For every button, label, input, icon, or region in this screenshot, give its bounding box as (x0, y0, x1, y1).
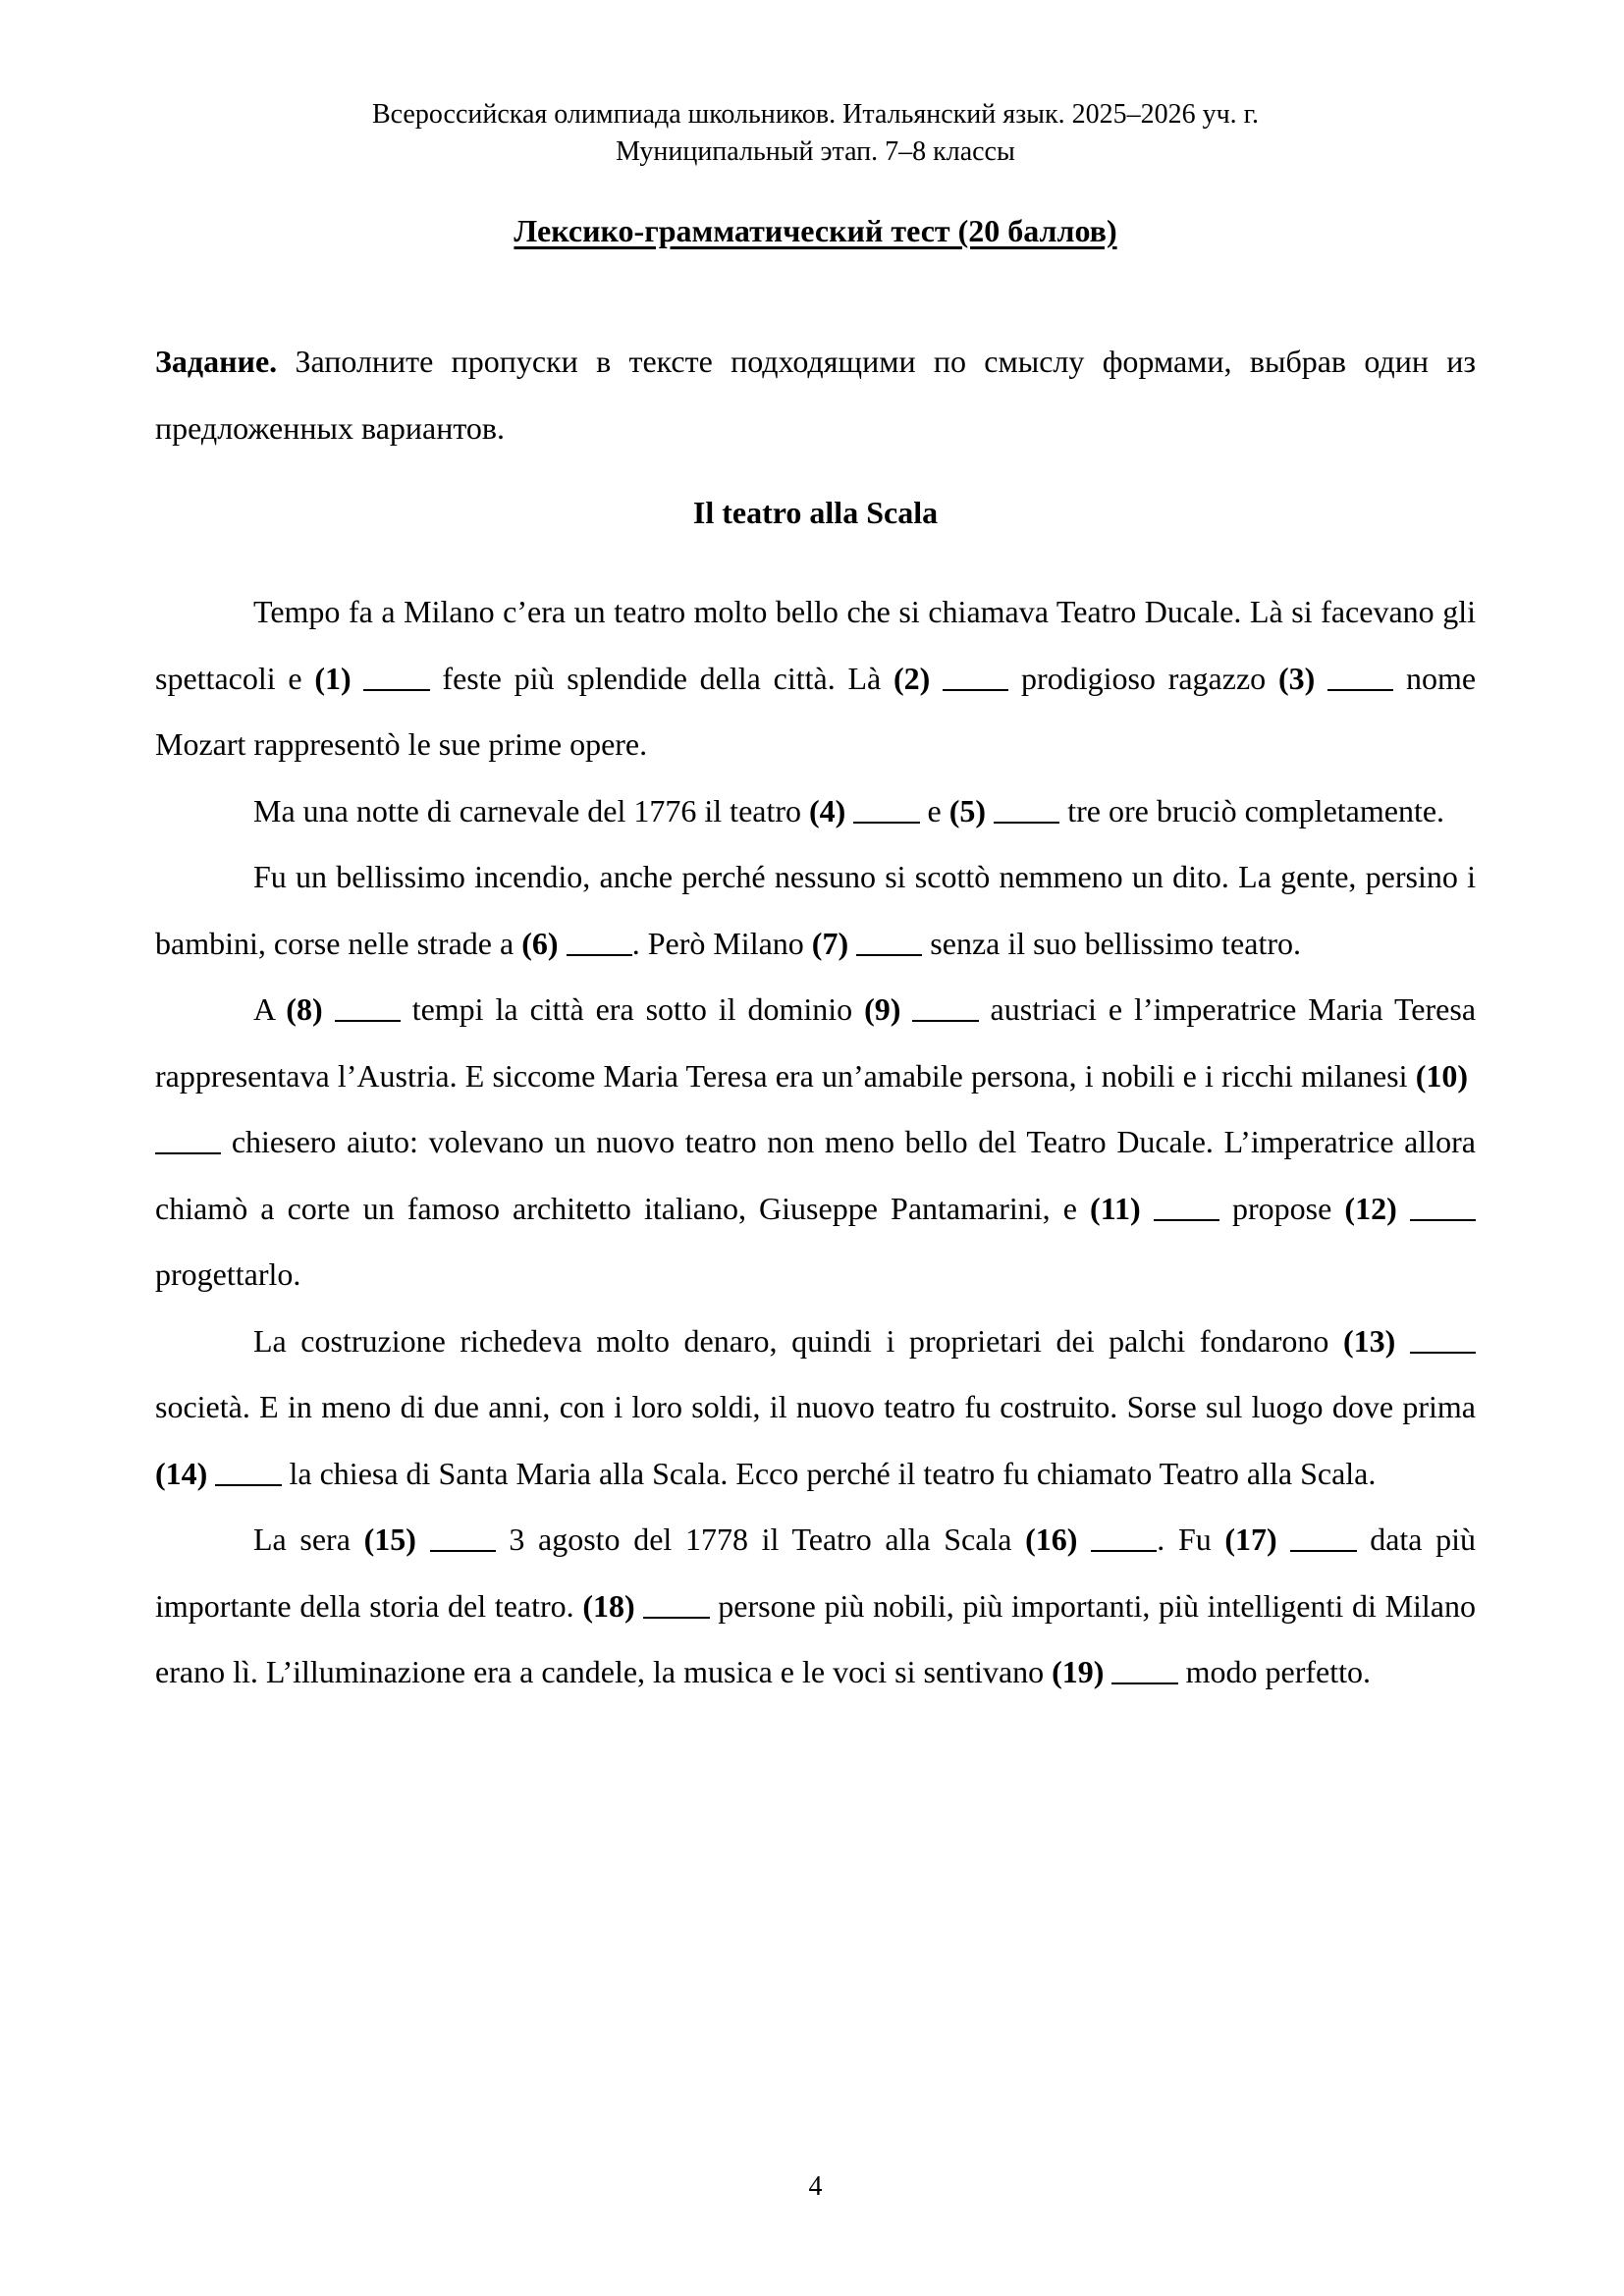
blank-number: (15) (363, 1522, 416, 1557)
story-paragraph (155, 844, 1476, 977)
story-title: Il teatro alla Scala (692, 495, 939, 530)
answer-blank[interactable] (912, 990, 978, 1022)
answer-blank[interactable] (1091, 1521, 1157, 1552)
paragraph-text: società. E in meno di due anni, con i loro soldi, il nuovo teatro fu costruito. Sorse sul luogo dove prima (155, 1389, 1476, 1424)
paragraph-text: progettarlo. (155, 1256, 301, 1292)
paragraph-text: A (253, 991, 287, 1027)
answer-blank[interactable] (335, 990, 401, 1022)
blank-number: (16) (1025, 1522, 1078, 1557)
blank-number: (6) (521, 925, 559, 961)
blank-number: (8) (286, 991, 323, 1027)
paragraph-text: chiesero aiuto: volevano un nuovo teatro non meno bello del Teatro Ducale. L’imperatrice allora chiamò a corte un famoso architetto italiano, Giuseppe Pantamarini, e (155, 1124, 1476, 1226)
paragraph-text: tempi la città era sotto il dominio (400, 991, 865, 1027)
paragraph-text: modo perfetto. (1177, 1654, 1372, 1689)
blank-number: (2) (893, 660, 931, 696)
answer-blank[interactable] (1290, 1521, 1356, 1552)
paragraph-text: persone più nobili, più importanti, più intelligenti di Milano erano lì. L’illuminazione era a candele, la musica e le voci si sentivano (155, 1587, 1477, 1689)
answer-blank[interactable] (856, 924, 922, 955)
answer-blank[interactable] (994, 791, 1059, 823)
blank-number: (18) (582, 1587, 635, 1624)
paragraph-text: propose (1218, 1190, 1345, 1226)
blank-number: (11) (1090, 1190, 1141, 1226)
page-number: 4 (808, 2171, 823, 2202)
paragraph-text: La sera (253, 1522, 364, 1557)
blank-number: (4) (809, 792, 846, 828)
answer-blank[interactable] (853, 791, 919, 823)
answer-blank[interactable] (1410, 1189, 1476, 1220)
task-label: Задание. (155, 344, 278, 379)
blank-number: (5) (948, 792, 987, 828)
paragraph-text: Tempo fa a Milano c’era un teatro molto bello che si chiamava Teatro Ducale. Là si facevano gli spettacoli e (155, 594, 1476, 696)
answer-blank[interactable] (430, 1521, 496, 1552)
answer-blank[interactable] (1327, 659, 1393, 690)
olympiad-header: Всероссийская олимпиада школьников. Итальянский язык. 2025–2026 уч. г. (371, 99, 1259, 130)
blank-number: (7) (811, 925, 849, 961)
story-paragraph (155, 778, 1476, 845)
story-paragraph (155, 579, 1476, 778)
paragraph-text: feste più splendide della città. Là (429, 660, 893, 696)
paragraph-text: data più importante della storia del teatro. (155, 1522, 1477, 1624)
answer-blank[interactable] (1154, 1189, 1219, 1220)
paragraph-text: tre ore bruciò completamente. (1059, 792, 1445, 828)
paragraph-text: Fu un bellissimo incendio, anche perché nessuno si scottò nemmeno un dito. La gente, persino i bambini, corse nelle strade a (155, 859, 1476, 961)
paragraph-text: austriaci e l’imperatrice Maria Teresa rappresentava l’Austria. E siccome Maria Teresa era un’amabile persona, i nobili e i ricchi milanesi (155, 991, 1477, 1094)
paragraph-text: e (919, 792, 949, 828)
answer-blank[interactable] (363, 659, 429, 690)
answer-blank[interactable] (1410, 1321, 1476, 1353)
paragraph-text: Ma una notte di carnevale del 1776 il teatro (253, 792, 810, 828)
stage-subheader: Муниципальный этап. 7–8 классы (616, 136, 1015, 167)
story-paragraph (155, 1507, 1476, 1706)
answer-blank[interactable] (567, 924, 632, 955)
story-paragraph (155, 977, 1476, 1308)
paragraph-text: prodigioso ragazzo (1008, 660, 1278, 696)
blank-number: (3) (1277, 660, 1316, 696)
test-title (155, 211, 1476, 250)
story-paragraph (155, 1308, 1476, 1508)
paragraph-text: . Però Milano (631, 925, 812, 961)
paragraph-text: La costruzione richedeva molto denaro, quindi i proprietari dei palchi fondarono (253, 1322, 1343, 1359)
paragraph-text: 3 agosto del 1778 il Teatro alla Scala (495, 1522, 1026, 1557)
test-title-text: Лексико-грамматический тест (20 баллов) (514, 213, 1117, 248)
task-text: Заполните пропуски в тексте подходящими по смыслу формами, выбрав один из предложенных вариантов. (155, 344, 1476, 446)
blank-number: (10) (1415, 1057, 1468, 1094)
blank-number: (14) (155, 1455, 208, 1491)
blank-number: (9) (864, 991, 901, 1027)
answer-blank[interactable] (643, 1586, 709, 1618)
paragraph-text: . Fu (1157, 1522, 1225, 1557)
blank-number: (13) (1342, 1322, 1396, 1359)
answer-blank[interactable] (1111, 1653, 1177, 1684)
paragraph-text: nome Mozart rappresentò le sue prime opere. (155, 660, 1477, 762)
story-text (155, 579, 1476, 1706)
paragraph-text: la chiesa di Santa Maria alla Scala. Ecco perché il teatro fu chiamato Teatro alla Scala. (281, 1455, 1377, 1491)
blank-number: (17) (1224, 1522, 1277, 1557)
blank-number: (1) (314, 660, 352, 696)
blank-number: (19) (1052, 1654, 1105, 1689)
task-instructions (155, 329, 1476, 461)
answer-blank[interactable] (155, 1123, 221, 1154)
answer-blank[interactable] (215, 1454, 281, 1485)
paragraph-text: senza il suo bellissimo teatro. (922, 925, 1301, 961)
blank-number: (12) (1344, 1190, 1397, 1226)
answer-blank[interactable] (943, 659, 1008, 690)
